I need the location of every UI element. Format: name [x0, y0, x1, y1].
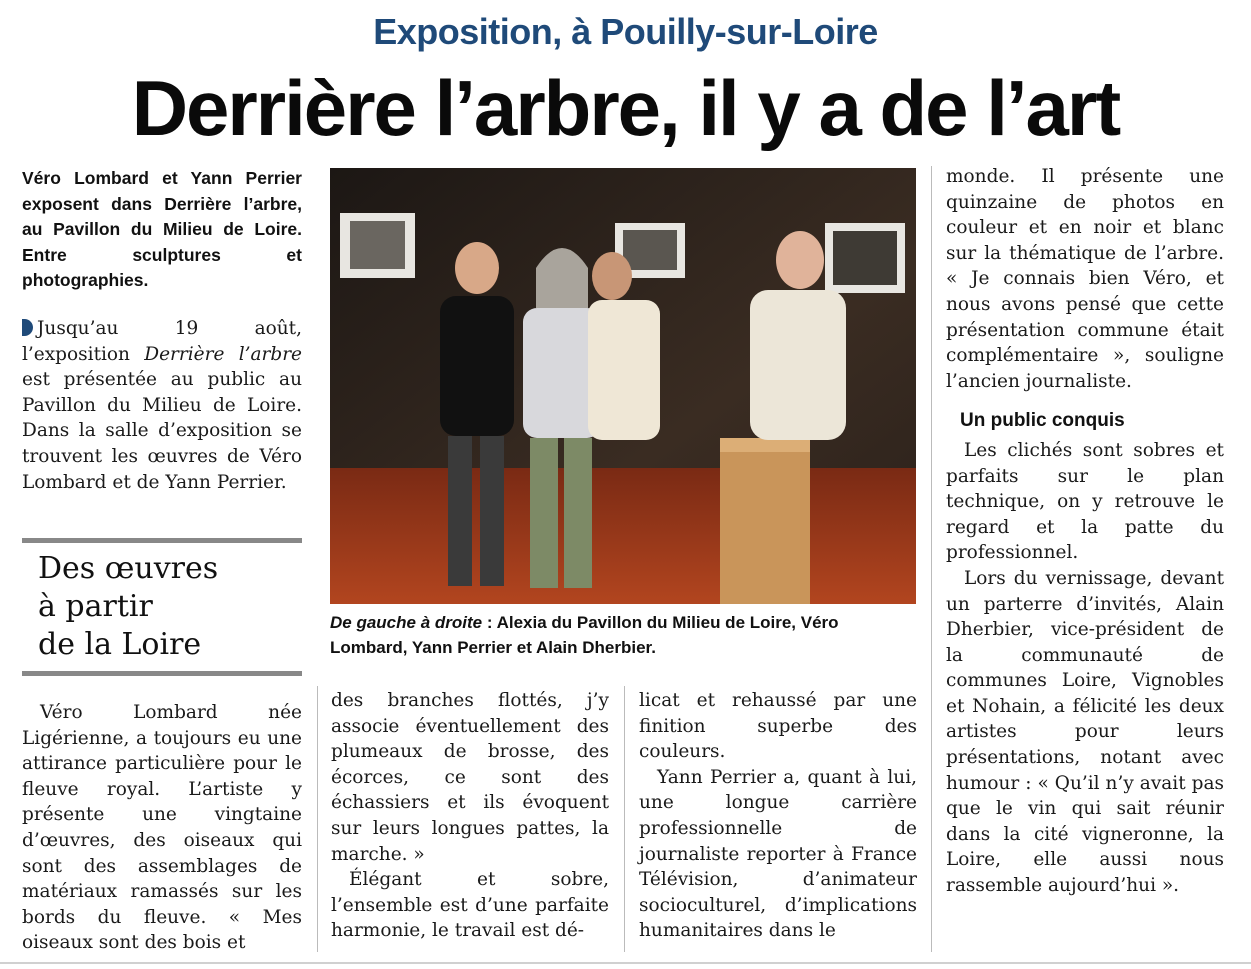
sidebar-heading-line: Des œuvres — [38, 551, 219, 586]
column-4 — [946, 164, 1224, 899]
column-divider — [317, 686, 318, 952]
section-subheading: Un public conquis — [960, 410, 1125, 432]
column-3-paragraph: licat et rehaussé par une finition superbe des couleurs. — [639, 690, 917, 763]
box-rule-bottom — [22, 671, 302, 676]
column-2-paragraph: Élégant et sobre, l’ensemble est d’une parfaite harmonie, le travail est dé- — [331, 869, 609, 942]
column-4-paragraph: Les clichés sont sobres et parfaits sur le plan technique, on y retrouve le regard et la patte du professionnel. — [946, 439, 1224, 564]
sidebar-heading-line: à partir — [38, 589, 153, 624]
column-3-paragraph: Yann Perrier a, quant à lui, une longue carrière professionnelle de journaliste reporter à France Télévision, d’animateur socioculturel, d’implications humanitaires dans le — [639, 766, 917, 942]
photo-caption — [330, 610, 920, 660]
paragraph-bullet-icon — [22, 319, 33, 336]
intro-exhibition-title: Derrière l’arbre — [144, 343, 303, 365]
sidebar-heading — [38, 550, 300, 664]
caption-lead: De gauche à droite — [330, 613, 483, 632]
column-4-paragraph: monde. Il présente une quinzaine de photos en couleur et en noir et blanc sur la thématique de l’arbre. « Je connais bien Véro, et nous avons pensé que cette présentation commune était complémentaire », souligne l’ancien journaliste. — [946, 166, 1224, 392]
caption-text: : Alexia du Pavillon du Milieu de Loire, Véro Lombard, Yann Perrier et Alain Dherbier. — [330, 613, 839, 657]
column-divider — [931, 166, 932, 952]
article-kicker: Exposition, à Pouilly-sur-Loire — [373, 11, 878, 52]
article-lead: Véro Lombard et Yann Perrier exposent dans Derrière l’arbre, au Pavillon du Milieu de Loire. Entre sculptures et photographies. — [22, 168, 302, 290]
column-1 — [22, 700, 302, 956]
article-headline: Derrière l’arbre, il y a de l’art — [131, 64, 1120, 152]
column-divider — [624, 686, 625, 952]
exhibition-photo-illustration — [330, 168, 916, 604]
page-bottom-rule — [0, 962, 1251, 964]
intro-paragraph — [22, 316, 302, 495]
box-rule-top — [22, 538, 302, 543]
article-photo — [330, 168, 916, 604]
column-1-paragraph: Véro Lombard née Ligérienne, a toujours eu une attirance particulière pour le fleuve royal. L’artiste y présente une vingtaine d’œuvres, des oiseaux qui sont des assemblages de matériaux ramassés sur les bords du fleuve. « Mes oiseaux sont des bois et — [22, 702, 302, 954]
column-3 — [639, 688, 917, 944]
intro-text-b: est présentée au public au Pavillon du Milieu de Loire. Dans la salle d’exposition se trouvent les œuvres de Véro Lombard et de Yann Perrier. — [22, 369, 302, 493]
column-2 — [331, 688, 609, 944]
column-2-paragraph: des branches flottés, j’y associe éventuellement des plumeaux de brosse, des écorces, ce sont des échassiers et ils évoquent sur leurs longues pattes, la marche. » — [331, 690, 609, 865]
sidebar-heading-line: de la Loire — [38, 627, 202, 662]
intro-text-a: Jusqu’au 19 août, l’exposition — [22, 318, 302, 365]
column-4-paragraph: Lors du vernissage, devant un parterre d’invités, Alain Dherbier, vice-président de la communauté de communes Loire, Vignobles et Nohain, a félicité les deux artistes pour leurs présentations, notant avec humour : « Qu’il n’y avait pas que le vin qui sait réunir dans la cité vigneronne, la Loire, elle aussi nous rassemble aujourd’hui ». — [946, 567, 1224, 897]
